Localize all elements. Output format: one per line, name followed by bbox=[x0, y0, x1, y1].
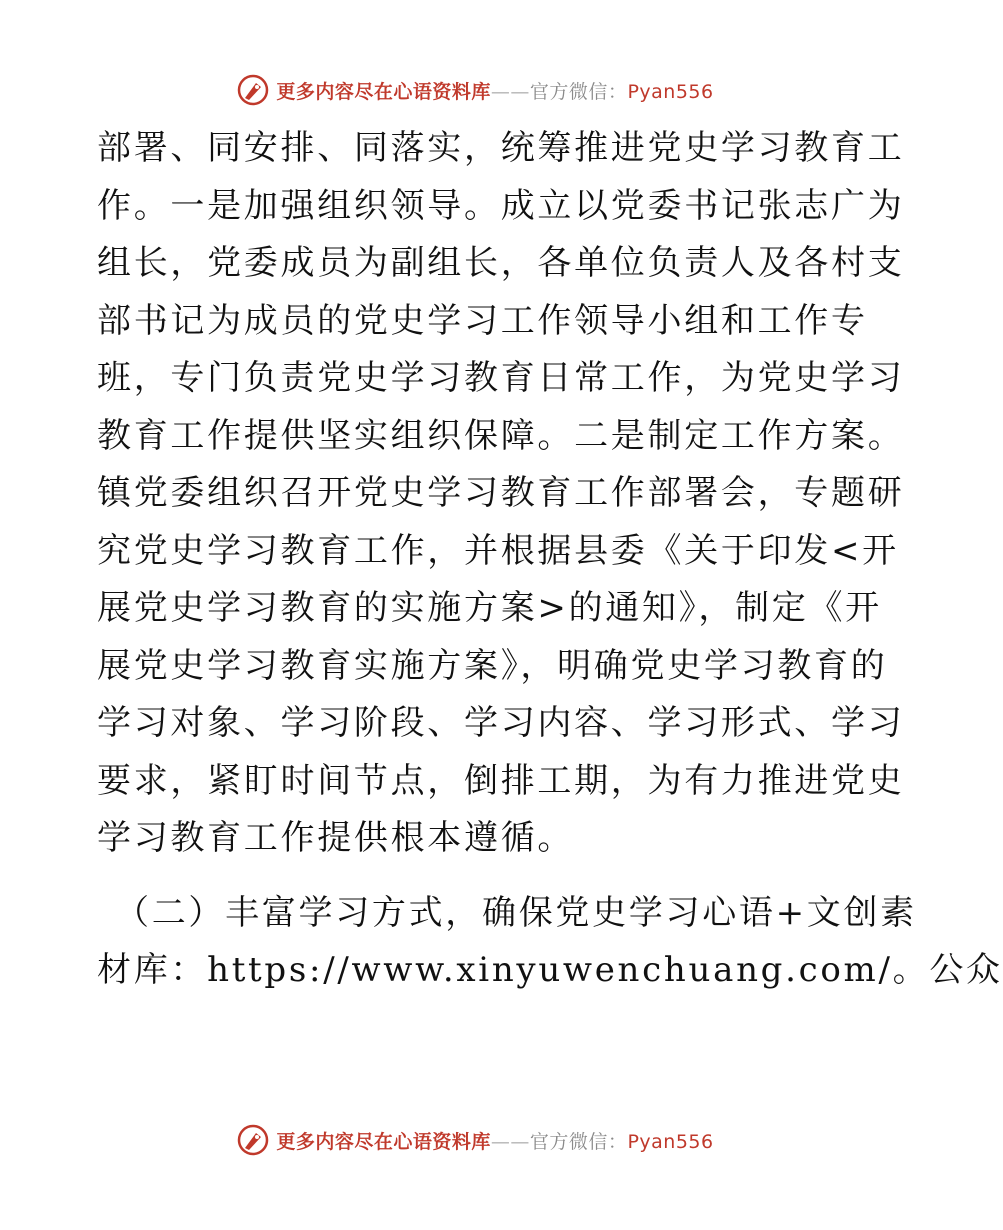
text-line: 作。一是加强组织领导。成立以党委书记张志广为 bbox=[97, 185, 905, 226]
text-line: 究党史学习教育工作，并根据县委《关于印发<开 bbox=[97, 530, 899, 571]
banner-main-text: 更多内容尽在心语资料库 bbox=[276, 1130, 491, 1153]
text-line: 材库：https://www.xinyuwenchuang.com/。公众 bbox=[97, 950, 1003, 990]
text-line: 要求，紧盯时间节点，倒排工期，为有力推进党史 bbox=[97, 760, 905, 801]
text-line: 学习对象、学习阶段、学习内容、学习形式、学习 bbox=[97, 703, 905, 743]
paragraph-gap bbox=[97, 868, 857, 885]
text-line: 教育工作提供坚实组织保障。二是制定工作方案。 bbox=[97, 415, 905, 456]
banner-wechat-id: Pyan556 bbox=[627, 1130, 714, 1153]
pen-nib-logo-icon bbox=[236, 1123, 270, 1157]
text-line: 组长，党委成员为副组长，各单位负责人及各村支 bbox=[97, 243, 905, 283]
footer-watermark-banner bbox=[0, 1120, 950, 1160]
text-line: 镇党委组织召开党史学习教育工作部署会，专题研 bbox=[97, 473, 905, 513]
banner-wechat-label: 官方微信： bbox=[529, 1130, 628, 1153]
text-line: 部书记为成员的党史学习工作领导小组和工作专 bbox=[97, 300, 868, 341]
text-line: 学习教育工作提供根本遵循。 bbox=[97, 818, 575, 858]
text-line: 班，专门负责党史学习教育日常工作，为党史学习 bbox=[97, 358, 905, 398]
text-line: 展党史学习教育实施方案》，明确党史学习教育的 bbox=[97, 645, 888, 686]
text-line: 展党史学习教育的实施方案>的通知》，制定《开 bbox=[97, 588, 882, 628]
section-heading-line: （二）丰富学习方式，确保党史学习心语+文创素 bbox=[115, 892, 917, 933]
document-body bbox=[97, 120, 1003, 1000]
banner-dash: —— bbox=[490, 80, 530, 103]
text-line: 部署、同安排、同落实，统筹推进党史学习教育工 bbox=[97, 128, 905, 168]
banner-wechat-label: 官方微信： bbox=[529, 80, 628, 103]
banner-wechat-id: Pyan556 bbox=[627, 80, 714, 103]
header-watermark-banner bbox=[0, 70, 950, 110]
pen-nib-logo-icon bbox=[236, 73, 270, 107]
banner-dash: —— bbox=[490, 1130, 530, 1153]
banner-main-text: 更多内容尽在心语资料库 bbox=[276, 80, 491, 103]
